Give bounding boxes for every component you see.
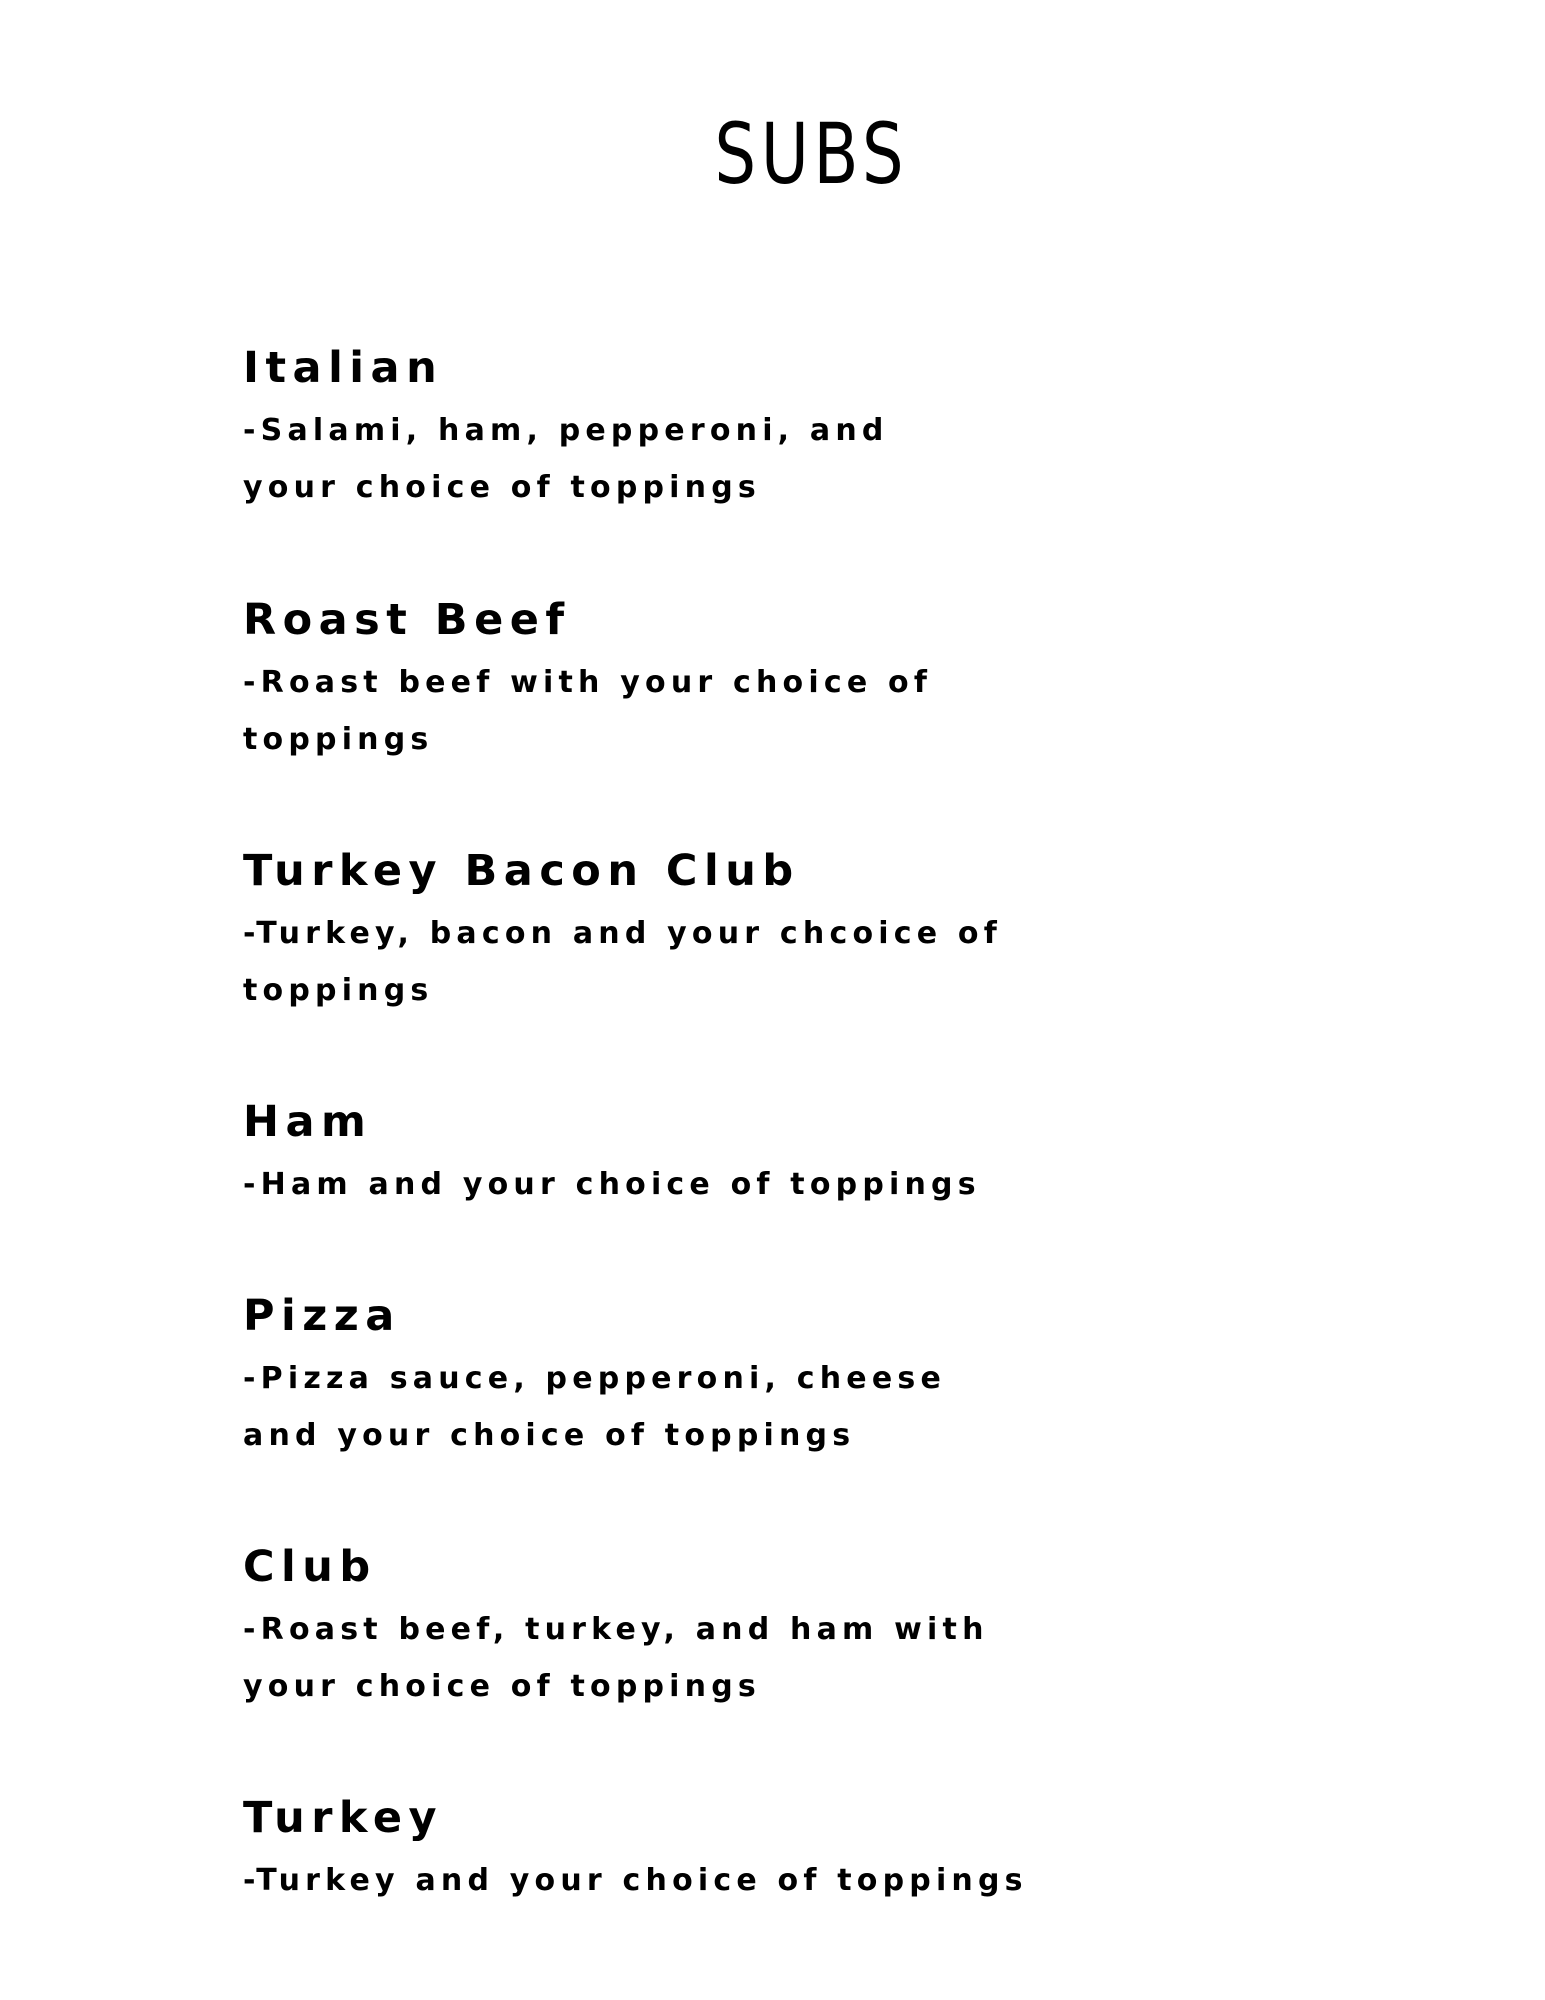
item-description: -Salami, ham, pepperoni, and your choice of toppings (243, 413, 889, 505)
item-description: -Roast beef, turkey, and ham with your choice of toppings (243, 1612, 989, 1704)
menu-item-turkey (243, 1790, 1143, 1909)
item-description: -Turkey, bacon and your chcoice of toppings (243, 916, 1002, 1008)
item-name: Ham (243, 1097, 373, 1147)
item-description: -Turkey and your choice of toppings (243, 1863, 1028, 1898)
item-name: Club (243, 1542, 377, 1592)
item-description: -Pizza sauce, pepperoni, cheese and your choice of toppings (243, 1361, 947, 1453)
item-name: Turkey Bacon Club (243, 846, 800, 896)
menu-item-ham (243, 1094, 1143, 1213)
item-description: -Roast beef with your choice of toppings (243, 665, 933, 757)
item-name: Italian (243, 343, 444, 393)
item-name: Pizza (243, 1291, 401, 1341)
item-description: -Ham and your choice of toppings (243, 1167, 981, 1202)
page-title: SUBS (714, 105, 909, 203)
menu-item-roast-beef (243, 592, 1143, 768)
menu-item-pizza (243, 1288, 1143, 1464)
item-name: Turkey (243, 1793, 444, 1843)
item-name: Roast Beef (243, 595, 571, 645)
menu-item-club (243, 1539, 1143, 1715)
menu-item-turkey-bacon-club (243, 843, 1143, 1019)
menu-item-italian (243, 340, 1143, 516)
